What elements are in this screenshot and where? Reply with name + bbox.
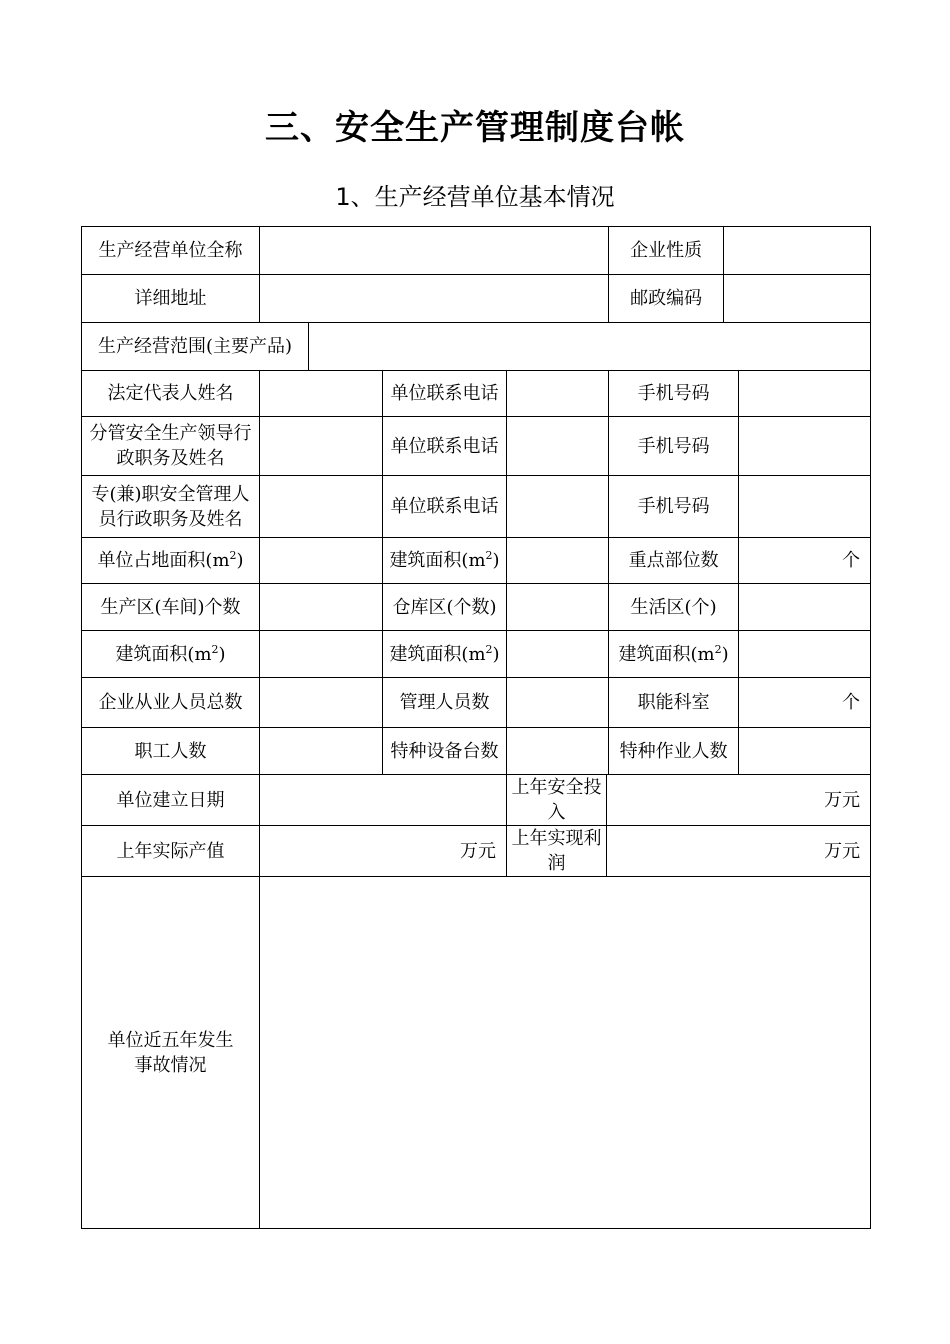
label-key-sites: 重点部位数 [609, 538, 739, 584]
label-legal-rep-name: 法定代表人姓名 [82, 371, 260, 417]
label-special-equipment: 特种设备台数 [383, 728, 507, 775]
label-production-zones: 生产区(车间)个数 [82, 584, 260, 631]
form-row-3 [82, 323, 871, 371]
field-departments[interactable] [739, 678, 871, 728]
field-warehouse-zones[interactable] [507, 584, 609, 631]
field-managers[interactable] [507, 678, 609, 728]
field-detailed-address[interactable] [260, 275, 609, 323]
field-mobile-3[interactable] [739, 476, 871, 538]
label-enterprise-nature: 企业性质 [609, 227, 724, 275]
field-special-equipment[interactable] [507, 728, 609, 775]
unit-ge: 个 [842, 550, 861, 571]
field-building-area-living[interactable] [739, 631, 871, 678]
form-row-1 [82, 227, 871, 275]
label-land-area: 单位占地面积$(m^2)$ [82, 538, 260, 584]
field-last-year-profit[interactable] [607, 826, 871, 877]
field-mobile-2[interactable] [739, 417, 871, 476]
form-row-4 [82, 371, 871, 417]
label-managers: 管理人员数 [383, 678, 507, 728]
form-row-10 [82, 678, 871, 728]
label-business-scope: 生产经营范围(主要产品) [82, 323, 309, 371]
field-enterprise-nature[interactable] [724, 227, 871, 275]
form-row-7 [82, 538, 871, 584]
field-mobile-1[interactable] [739, 371, 871, 417]
form-row-5 [82, 417, 871, 476]
field-founded-date[interactable] [260, 775, 507, 826]
label-total-staff: 企业从业人员总数 [82, 678, 260, 728]
field-total-staff[interactable] [260, 678, 383, 728]
field-safety-investment[interactable] [607, 775, 871, 826]
label-building-area-warehouse: 建筑面积$(m^2)$ [383, 631, 507, 678]
label-unit-full-name: 生产经营单位全称 [82, 227, 260, 275]
field-workers[interactable] [260, 728, 383, 775]
form-row-11 [82, 728, 871, 775]
label-safety-manager: 专(兼)职安全管理人员行政职务及姓名 [82, 476, 260, 538]
label-warehouse-zones: 仓库区(个数) [383, 584, 507, 631]
field-safety-leader[interactable] [260, 417, 383, 476]
label-safety-leader: 分管安全生产领导行政职务及姓名 [82, 417, 260, 476]
form-row-13 [82, 826, 871, 877]
label-accidents-line1: 单位近五年发生 [107, 1029, 234, 1051]
label-accidents-line2: 事故情况 [134, 1054, 207, 1076]
section-subtitle: 1、生产经营单位基本情况 [335, 183, 615, 211]
unit-ge-2: 个 [842, 692, 861, 713]
label-unit-phone: 单位联系电话 [383, 371, 507, 417]
label-accidents [82, 877, 260, 1229]
label-building-area-living: 建筑面积$(m^2)$ [609, 631, 739, 678]
field-accidents[interactable] [260, 877, 871, 1229]
field-special-operators[interactable] [739, 728, 871, 775]
form-row-14 [82, 877, 871, 1229]
field-building-area-warehouse[interactable] [507, 631, 609, 678]
field-legal-rep-name[interactable] [260, 371, 383, 417]
label-workers: 职工人数 [82, 728, 260, 775]
basic-info-form [81, 226, 871, 1229]
form-row-2 [82, 275, 871, 323]
field-unit-full-name[interactable] [260, 227, 609, 275]
label-building-area-production: 建筑面积$(m^2)$ [82, 631, 260, 678]
field-building-area-production[interactable] [260, 631, 383, 678]
label-founded-date: 单位建立日期 [82, 775, 260, 826]
label-postal-code: 邮政编码 [609, 275, 724, 323]
field-key-sites[interactable] [739, 538, 871, 584]
field-living-zones[interactable] [739, 584, 871, 631]
label-living-zones: 生活区(个) [609, 584, 739, 631]
label-mobile-3: 手机号码 [609, 476, 739, 538]
label-unit-phone-2: 单位联系电话 [383, 417, 507, 476]
document-title: 三、安全生产管理制度台帐 [265, 108, 685, 148]
field-unit-phone-2[interactable] [507, 417, 609, 476]
label-unit-phone-3: 单位联系电话 [383, 476, 507, 538]
label-special-operators: 特种作业人数 [609, 728, 739, 775]
label-mobile-2: 手机号码 [609, 417, 739, 476]
form-row-12 [82, 775, 871, 826]
form-row-9 [82, 631, 871, 678]
label-mobile: 手机号码 [609, 371, 739, 417]
field-safety-manager[interactable] [260, 476, 383, 538]
field-unit-phone-1[interactable] [507, 371, 609, 417]
form-row-8 [82, 584, 871, 631]
field-production-zones[interactable] [260, 584, 383, 631]
label-detailed-address: 详细地址 [82, 275, 260, 323]
label-departments: 职能科室 [609, 678, 739, 728]
field-land-area[interactable] [260, 538, 383, 584]
field-postal-code[interactable] [724, 275, 871, 323]
field-building-area[interactable] [507, 538, 609, 584]
field-last-year-output[interactable] [260, 826, 507, 877]
label-last-year-profit: 上年实现利润 [507, 826, 607, 877]
unit-wanyuan-3: 万元 [824, 840, 861, 862]
label-building-area: 建筑面积$(m^2)$ [383, 538, 507, 584]
unit-wanyuan-2: 万元 [460, 840, 496, 862]
form-row-6 [82, 476, 871, 538]
label-safety-investment: 上年安全投入 [507, 775, 607, 826]
label-last-year-output: 上年实际产值 [82, 826, 260, 877]
field-business-scope[interactable] [309, 323, 871, 371]
unit-wanyuan: 万元 [824, 789, 861, 811]
field-unit-phone-3[interactable] [507, 476, 609, 538]
